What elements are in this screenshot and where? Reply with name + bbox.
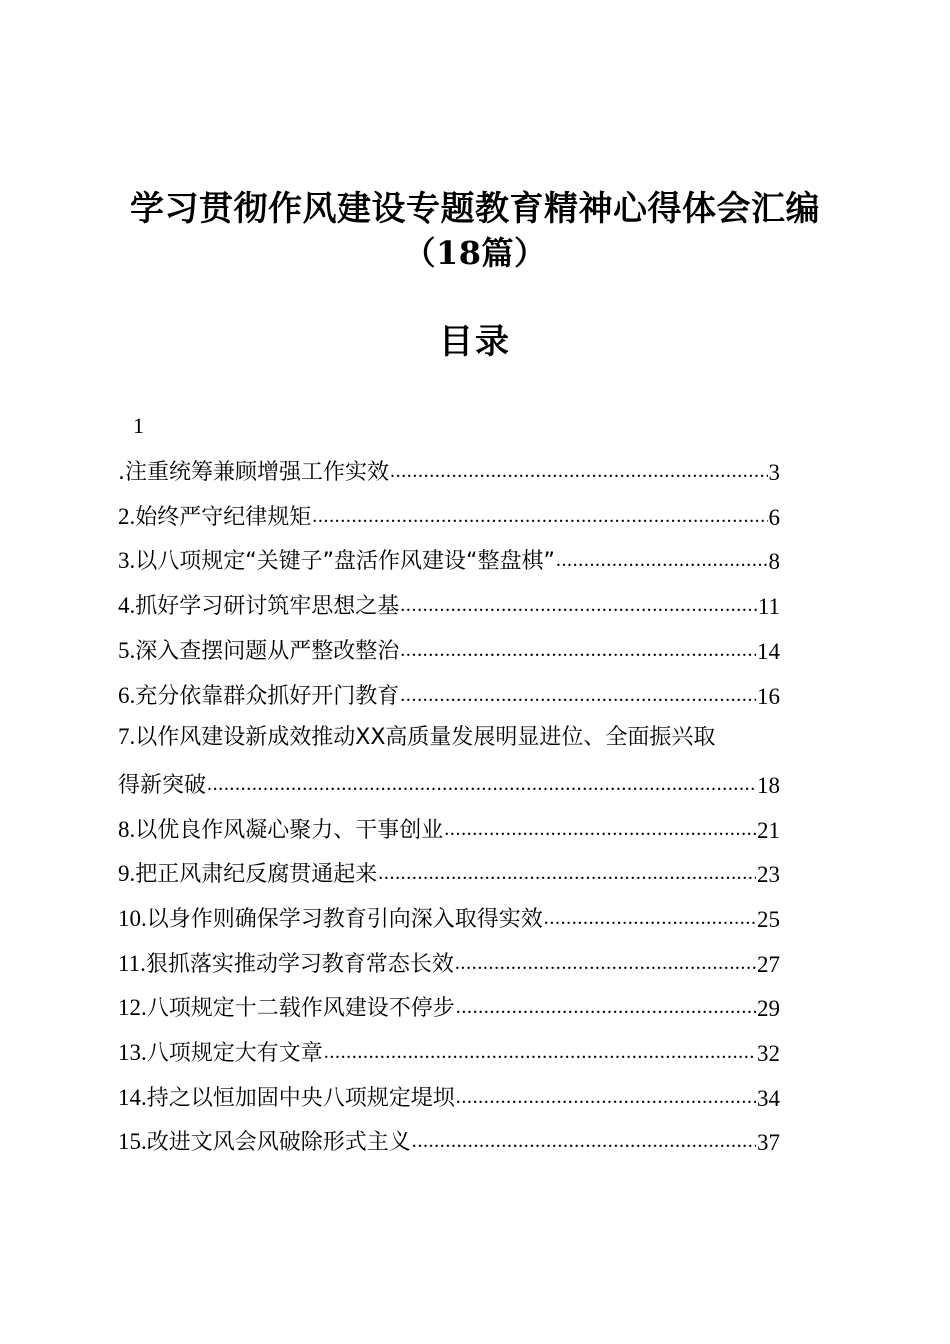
toc-entry-label: 4.抓好学习研讨筑牢思想之基 [118, 593, 400, 619]
dot-leader [390, 461, 768, 486]
toc-entry-label: 2.始终严守纪律规矩 [118, 504, 312, 530]
toc-entry[interactable] [118, 631, 780, 665]
toc-entry-label: 10.以身作则确保学习教育引向深入取得实效 [118, 906, 543, 932]
dot-leader [444, 819, 756, 844]
dot-leader [207, 774, 756, 799]
toc-entry-page: 32 [757, 1041, 780, 1066]
toc-entry-label: 14.持之以恒加固中央八项规定堤坝 [118, 1085, 455, 1111]
dot-leader [455, 953, 756, 978]
toc-entry[interactable] [118, 765, 780, 799]
dot-leader [412, 1131, 756, 1156]
toc-entry-page: 3 [768, 460, 780, 485]
toc-entry[interactable] [118, 1033, 780, 1067]
toc-entry-page: 14 [757, 639, 780, 664]
dot-leader [378, 863, 756, 888]
dot-leader [400, 685, 756, 710]
toc-entry-label: 3.以八项规定“关键子”盘活作风建设“整盘棋” [118, 548, 555, 574]
toc-entry-label: 13.八项规定大有文章 [118, 1040, 323, 1066]
toc-entry-page: 8 [768, 549, 780, 574]
toc-entry[interactable] [118, 452, 780, 486]
toc-entry[interactable] [118, 988, 780, 1022]
toc-entry[interactable] [118, 854, 780, 888]
toc-entry-page: 25 [757, 907, 780, 932]
toc-entry[interactable] [118, 541, 780, 575]
toc-lead-number: 1 [133, 413, 144, 438]
dot-leader [544, 908, 756, 933]
toc-entry[interactable] [118, 586, 780, 620]
toc-entry-page: 6 [768, 505, 780, 530]
toc-entry-label: 9.把正风肃纪反腐贯通起来 [118, 861, 378, 887]
toc-entry[interactable] [118, 1078, 780, 1112]
dot-leader [312, 506, 767, 531]
toc-entry-first-line[interactable]: 7.以作风建设新成效推动XX高质量发展明显进位、全面振兴取 [118, 724, 716, 750]
toc-entry-page: 29 [757, 996, 780, 1021]
document-title-line-1: 学习贯彻作风建设专题教育精神心得体会汇编 [130, 189, 820, 229]
toc-entry-label: 11.狠抓落实推动学习教育常态长效 [118, 951, 454, 977]
toc-entry-page: 34 [757, 1086, 780, 1111]
toc-entry-page: 27 [757, 952, 780, 977]
toc-entry-label: 8.以优良作风凝心聚力、干事创业 [118, 817, 444, 843]
toc-entry-label: 6.充分依靠群众抓好开门教育 [118, 683, 400, 709]
dot-leader [556, 550, 768, 575]
toc-entry-label: .注重统筹兼顾增强工作实效 [118, 460, 389, 485]
dot-leader [456, 1087, 756, 1112]
toc-entry-label: 得新突破 [118, 773, 207, 798]
toc-entry[interactable] [118, 899, 780, 933]
toc-entry-label: 15.改进文风会风破除形式主义 [118, 1129, 411, 1155]
dot-leader [456, 997, 756, 1022]
toc-entry[interactable] [118, 1122, 780, 1156]
toc-entry-page: 16 [757, 684, 780, 709]
toc-entry-label: 12.八项规定十二载作风建设不停步 [118, 995, 455, 1021]
toc-entry[interactable] [118, 676, 780, 710]
toc-entry-page: 11 [757, 594, 780, 619]
toc-entry-page: 18 [757, 773, 780, 798]
toc-entry-page: 37 [757, 1130, 780, 1155]
toc-entry-page: 21 [757, 818, 780, 843]
dot-leader [400, 595, 757, 620]
toc-entry[interactable] [118, 810, 780, 844]
toc-entry[interactable] [118, 497, 780, 531]
toc-entry-label: 5.深入查摆问题从严整改整治 [118, 638, 400, 664]
toc-entry-page: 23 [757, 862, 780, 887]
toc-entry[interactable] [118, 944, 780, 978]
dot-leader [324, 1042, 756, 1067]
dot-leader [400, 640, 756, 665]
document-title-line-2: （18篇） [403, 234, 547, 272]
toc-heading: 目录 [439, 322, 511, 362]
